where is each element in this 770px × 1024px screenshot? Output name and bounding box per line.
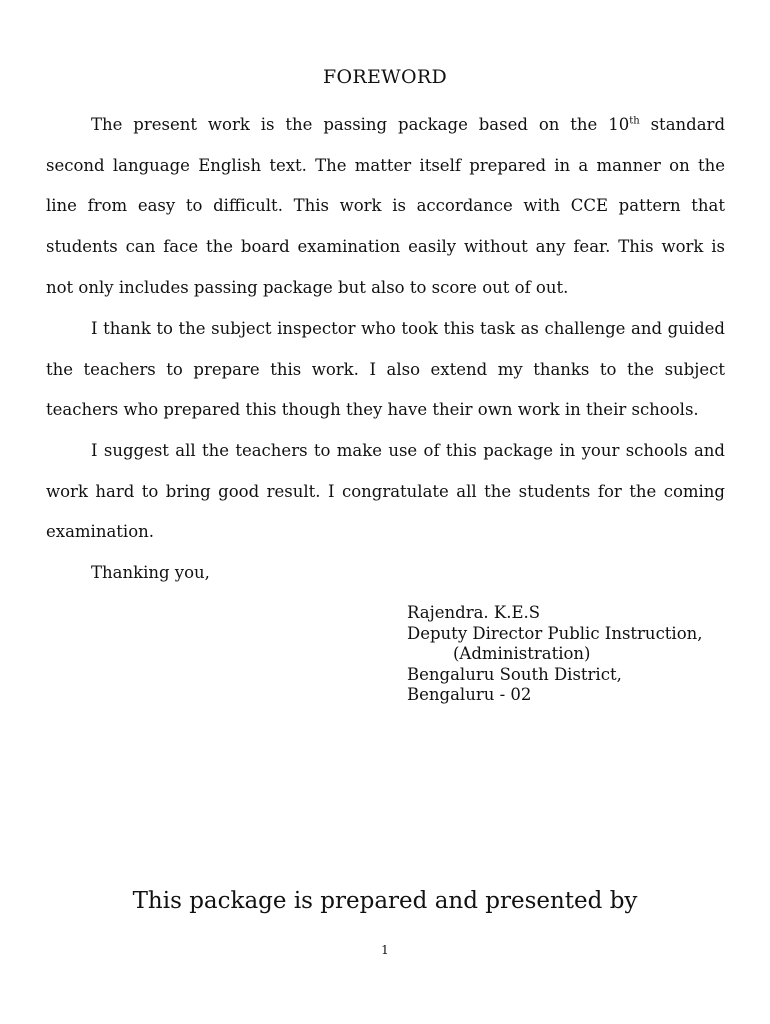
signatory-district: Bengaluru South District,	[407, 664, 622, 684]
foreword-paragraph-1	[46, 105, 725, 309]
page-title: FOREWORD	[323, 66, 447, 88]
foreword-paragraph-2	[46, 309, 725, 431]
page-number: 1	[381, 943, 389, 957]
signatory-designation: Deputy Director Public Instruction,	[407, 623, 703, 643]
footer-heading: This package is prepared and presented by	[132, 888, 638, 914]
signatory-department: (Administration)	[453, 644, 591, 663]
closing-line: Thanking you,	[91, 563, 210, 582]
signature-block	[407, 603, 703, 706]
paragraph-1-text-end: standard second language English text. The matter itself prepared in a manner on the line from easy to difficult. This work is accordance with CCE pattern that students can face the board examination easily without any fear. This work is not only includes passing package but also to score out of out.	[46, 115, 726, 297]
paragraph-3-text: I suggest all the teachers to make use of this package in your schools and work hard to bring good result. I congratulate all the students for the coming examination.	[46, 441, 725, 542]
signatory-city: Bengaluru - 02	[407, 685, 532, 704]
signatory-name: Rajendra. K.E.S	[407, 603, 541, 622]
foreword-paragraph-3	[46, 431, 725, 553]
paragraph-1-text-start: The present work is the passing package based on the 10	[91, 115, 630, 134]
ordinal-superscript: th	[629, 115, 640, 127]
paragraph-2-text: I thank to the subject inspector who took this task as challenge and guided the teachers to prepare this work. I also extend my thanks to the subject teachers who prepared this though they have their own work in their schools.	[46, 319, 725, 420]
